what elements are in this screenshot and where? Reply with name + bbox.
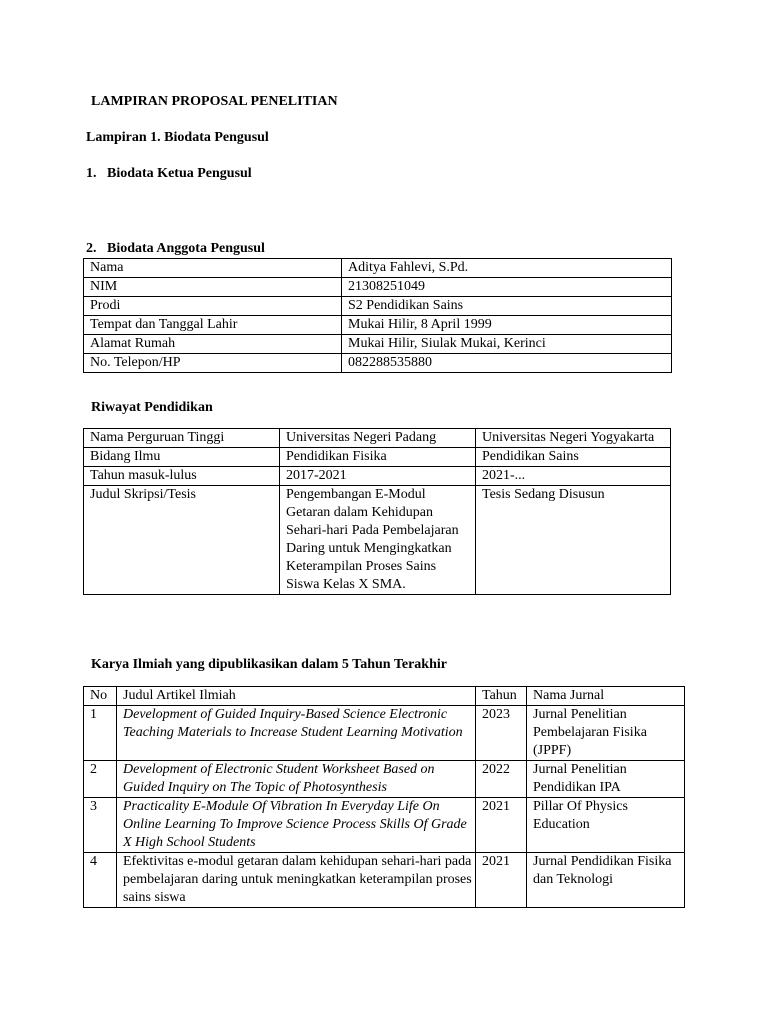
education-cell: Tesis Sedang Disusun [476, 486, 671, 595]
table-row [84, 429, 671, 448]
table-header-row [84, 687, 685, 706]
education-cell: Tahun masuk-lulus [84, 467, 280, 486]
pub-year: 2021 [476, 798, 527, 853]
table-row [84, 706, 685, 761]
section1-heading [86, 166, 252, 182]
section2-title: Biodata Anggota Pengusul [107, 241, 265, 256]
section1-title: Biodata Ketua Pengusul [107, 166, 252, 181]
education-table [83, 428, 671, 595]
pub-title: Development of Electronic Student Worksheet Based on Guided Inquiry on The Topic of Photosynthesis [117, 761, 476, 798]
pub-title: Practicality E-Module Of Vibration In Everyday Life On Online Learning To Improve Science Process Skills Of Grade X High School Students [117, 798, 476, 853]
biodata-value: S2 Pendidikan Sains [342, 297, 672, 316]
biodata-value: 082288535880 [342, 354, 672, 373]
appendix-heading: Lampiran 1. Biodata Pengusul [86, 130, 269, 145]
biodata-label: Tempat dan Tanggal Lahir [84, 316, 342, 335]
biodata-label: Nama [84, 259, 342, 278]
biodata-value: Mukai Hilir, 8 April 1999 [342, 316, 672, 335]
biodata-value: Aditya Fahlevi, S.Pd. [342, 259, 672, 278]
header-year: Tahun [476, 687, 527, 706]
pub-journal: Pillar Of Physics Education [527, 798, 685, 853]
table-row [84, 316, 672, 335]
pub-no: 1 [84, 706, 117, 761]
education-cell: 2017-2021 [280, 467, 476, 486]
biodata-table [83, 258, 672, 373]
publications-heading: Karya Ilmiah yang dipublikasikan dalam 5 Tahun Terakhir [91, 657, 447, 672]
pub-title: Development of Guided Inquiry-Based Science Electronic Teaching Materials to Increase Student Learning Motivation [117, 706, 476, 761]
header-no: No [84, 687, 117, 706]
education-cell: Bidang Ilmu [84, 448, 280, 467]
pub-journal: Jurnal Penelitian Pendidikan IPA [527, 761, 685, 798]
biodata-label: Alamat Rumah [84, 335, 342, 354]
pub-no: 3 [84, 798, 117, 853]
document-title: LAMPIRAN PROPOSAL PENELITIAN [91, 94, 338, 109]
biodata-value: Mukai Hilir, Siulak Mukai, Kerinci [342, 335, 672, 354]
pub-year: 2022 [476, 761, 527, 798]
table-row [84, 259, 672, 278]
section2-heading [86, 241, 265, 257]
pub-no: 2 [84, 761, 117, 798]
publications-table [83, 686, 685, 908]
education-cell: Universitas Negeri Yogyakarta [476, 429, 671, 448]
table-row [84, 486, 671, 595]
pub-no: 4 [84, 853, 117, 908]
section1-number: 1. [86, 166, 97, 181]
pub-title: Efektivitas e-modul getaran dalam kehidupan sehari-hari pada pembelajaran daring untuk meningkatkan keterampilan proses sains siswa [117, 853, 476, 908]
table-row [84, 853, 685, 908]
education-cell: Universitas Negeri Padang [280, 429, 476, 448]
header-title: Judul Artikel Ilmiah [117, 687, 476, 706]
table-row [84, 467, 671, 486]
biodata-value: 21308251049 [342, 278, 672, 297]
education-cell: Pengembangan E-Modul Getaran dalam Kehidupan Sehari-hari Pada Pembelajaran Daring untuk Mengingkatkan Keterampilan Proses Sains Siswa Kelas X SMA. [280, 486, 476, 595]
pub-year: 2021 [476, 853, 527, 908]
education-heading: Riwayat Pendidikan [91, 400, 213, 415]
education-cell: Pendidikan Fisika [280, 448, 476, 467]
table-row [84, 278, 672, 297]
pub-journal: Jurnal Pendidikan Fisika dan Teknologi [527, 853, 685, 908]
biodata-label: NIM [84, 278, 342, 297]
header-journal: Nama Jurnal [527, 687, 685, 706]
education-cell: Judul Skripsi/Tesis [84, 486, 280, 595]
table-row [84, 761, 685, 798]
table-row [84, 798, 685, 853]
section2-number: 2. [86, 241, 97, 256]
education-cell: 2021-... [476, 467, 671, 486]
table-row [84, 297, 672, 316]
table-row [84, 335, 672, 354]
biodata-label: No. Telepon/HP [84, 354, 342, 373]
table-row [84, 354, 672, 373]
education-cell: Nama Perguruan Tinggi [84, 429, 280, 448]
biodata-label: Prodi [84, 297, 342, 316]
education-cell: Pendidikan Sains [476, 448, 671, 467]
pub-year: 2023 [476, 706, 527, 761]
table-row [84, 448, 671, 467]
pub-journal: Jurnal Penelitian Pembelajaran Fisika (JPPF) [527, 706, 685, 761]
